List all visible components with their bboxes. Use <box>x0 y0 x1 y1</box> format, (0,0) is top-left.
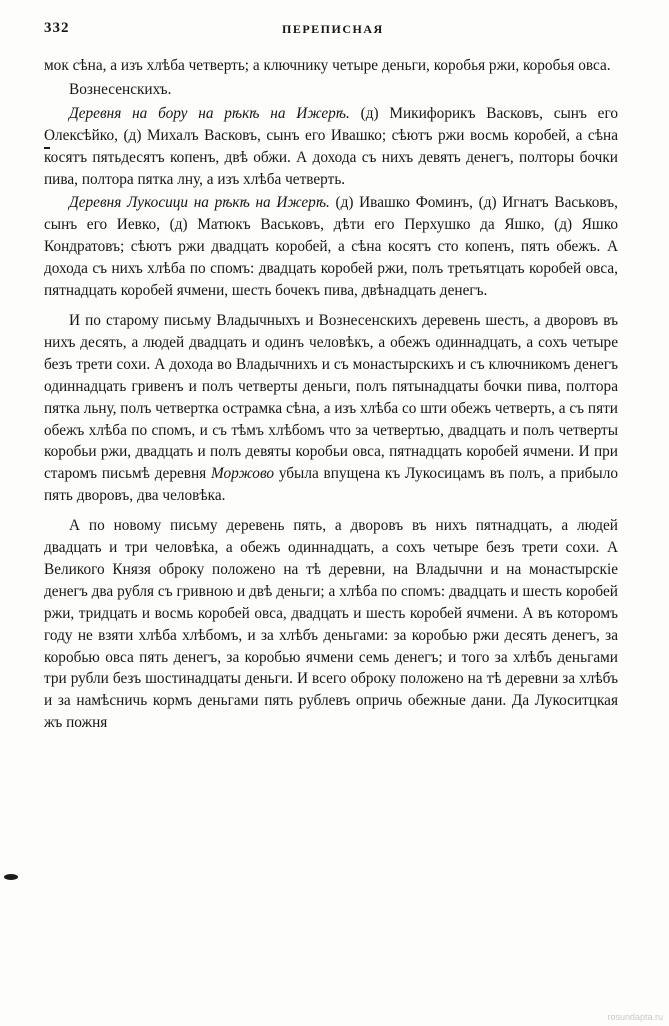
old-census-text-b: убыла впущена къ Лукосицамъ въ полъ, а прибыло пять дворовъ, два человѣка. <box>44 465 618 505</box>
section-heading-voznesenskikh: Вознесенскихъ. <box>69 80 172 98</box>
page-body <box>44 55 618 742</box>
paragraph-village-lukosici <box>44 192 618 302</box>
margin-dash-mark <box>44 147 50 149</box>
watermark-text: rosundapta.ru <box>607 1012 663 1022</box>
paragraph-village-na-boru <box>44 103 618 191</box>
running-title: ПЕРЕПИСНАЯ <box>282 22 384 36</box>
page-header <box>44 20 634 44</box>
village-description-na-boru: (д) Микифорикъ Васковъ, сынъ его Олексѣйко, (д) Михалъ Васковъ, сынъ его Ивашко; сѣютъ ржи восмь коробей, а сѣна косятъ пятьдесятъ копенъ, двѣ обжи. А дохода съ нихъ девять денегъ, полторы бочки пива, полтора пятка лну, а изъ хлѣба четверть. <box>44 104 618 188</box>
paragraph-new-census: А по новому письму деревень пять, а дворовъ въ нихъ пятнадцать, а людей двадцать и три человѣка, а обежъ одиннадцать, а сохъ четыре безъ трети сохи. А Великого Князя оброку положено на тѣ деревни, на Владычни и на монастырскіе денегъ два рубля съ гривною и двѣ деньги; а хлѣба по спомъ: двадцать и шесть коробей ржи, тридцать и восмь коробей овса, двадцать и шесть коробей ячмени. А въ которомъ году не взяти хлѣба хлѣбомъ, и за хлѣбъ деньгами: за коробью ржи десять денегъ, за коробью овса пять денегъ, за коробью ячмени семь денегъ; и того за хлѣбъ деньгами три рубли безъ шостинадцаты деньги. И всего оброку положено на тѣ деревни за хлѣбъ и за намѣсничь кормъ деньгами пять рублевъ опричь обежные дани. Да Лукоситцкая жъ пожня <box>44 517 618 732</box>
village-name-lukosici: Деревня Лукосици на рѣкѣ на Ижерѣ. <box>69 194 330 212</box>
paragraph-old-census <box>44 310 618 507</box>
village-name-morzhovo: Моржово <box>211 465 275 483</box>
village-description-lukosici: (д) Ивашко Фоминъ, (д) Игнатъ Васьковъ, сынъ его Иевко, (д) Матюкъ Васьковъ, дѣти его Перхушко да Яшко, (д) Яшко Кондратовъ; сѣютъ ржи двадцать коробей, а сѣна косятъ сто копенъ, пять обежъ. А дохода съ нихъ хлѣба по спомъ: двадцать коробей ржи, полъ третьятцать коробей овса, пятнадцать коробей ячмени, шесть бочекъ пива, двѣнадцать денегъ. <box>44 194 618 300</box>
margin-ink-blot <box>4 874 18 880</box>
paragraph-1: мок сѣна, а изъ хлѣба четверть; а ключнику четыре деньги, коробья ржи, коробья овса. <box>44 57 611 74</box>
village-name-na-boru: Деревня на бору на рѣкѣ на Ижерѣ. <box>69 104 350 122</box>
page-number: 332 <box>44 20 70 36</box>
old-census-text-a: И по старому письму Владычныхъ и Вознесенскихъ деревень шесть, а дворовъ въ нихъ десять, а людей двадцать и одинъ человѣкъ, а обежъ одиннадцать, а сохъ четыре безъ трети сохи. А дохода во Владычнихъ и съ монастырскихъ и съ ключникомъ денегъ одиннадцать гривенъ и полъ четверты деньги, полъ пятынадцаты бочки пива, полтора пятка льну, полъ четвертка острамка сѣна, а изъ хлѣба со шти обежъ четверть, а съ пяти обежъ хлѣба по спомъ, и съ тѣмъ хлѣбомъ что за четвертью, двадцать и полъ четверты коробьи ржи, двадцать и полъ девяты коробьи овса, пятнадцать коробей ячмени. И при старомъ письмѣ деревня <box>44 311 618 483</box>
